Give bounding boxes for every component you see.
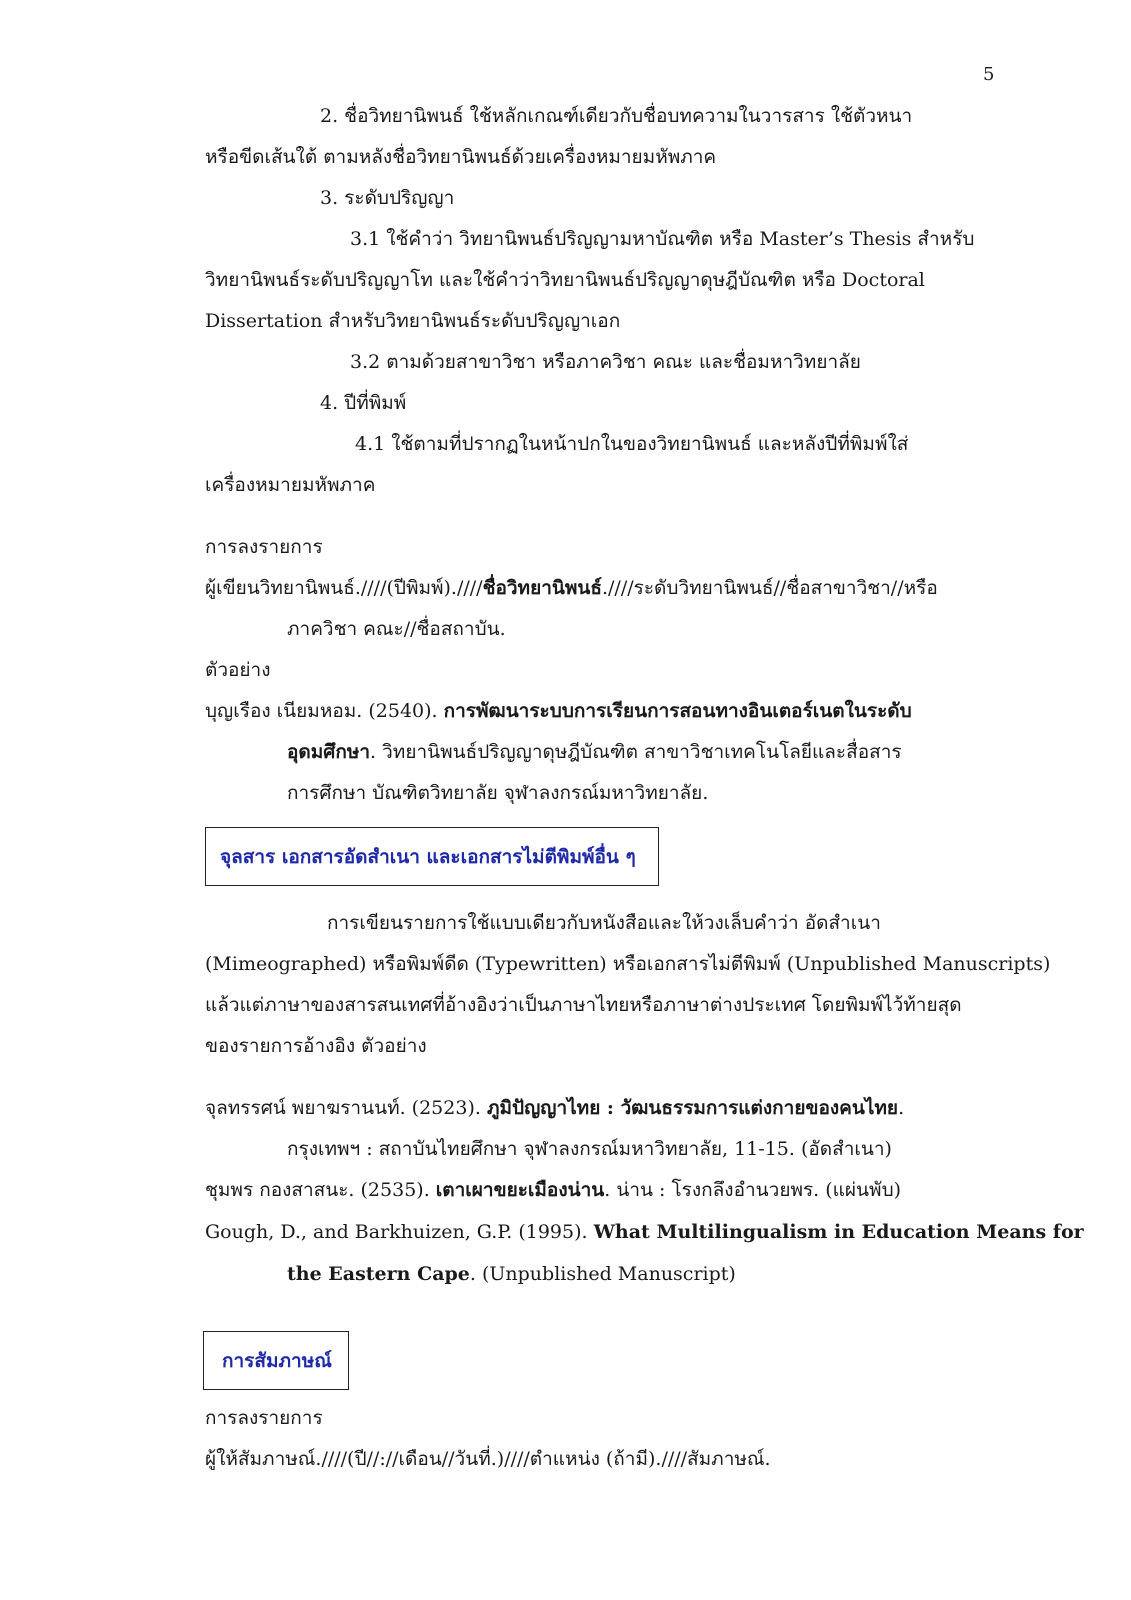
- pamphlet-para-line2: (Mimeographed) หรือพิมพ์ดีด (Typewritten) หรือเอกสารไม่ตีพิมพ์ (Unpublished Manuscripts): [205, 953, 1051, 975]
- thesis-example-label: ตัวอย่าง: [205, 659, 271, 681]
- sec3-1-line2: วิทยานิพนธ์ระดับปริญญาโท และใช้คำว่าวิทยานิพนธ์ปริญญาดุษฎีบัณฑิต หรือ Doctoral: [205, 269, 925, 291]
- sec2-line2: หรือขีดเส้นใต้ ตามหลังชื่อวิทยานิพนธ์ด้วยเครื่องหมายมหัพภาค: [205, 146, 717, 168]
- reference-1-line2: กรุงเทพฯ : สถาบันไทยศึกษา จุฬาลงกรณ์มหาวิทยาลัย, 11-15. (อัดสำเนา): [287, 1138, 892, 1160]
- sec4-1-line1: 4.1 ใช้ตามที่ปรากฏในหน้าปกในของวิทยานิพนธ์ และหลังปีที่พิมพ์ใส่: [355, 433, 909, 455]
- sec3-heading: 3. ระดับปริญญา: [320, 187, 455, 209]
- sec3-2: 3.2 ตามด้วยสาขาวิชา หรือภาควิชา คณะ และชื่อมหาวิทยาลัย: [350, 351, 861, 373]
- page-number: 5: [983, 64, 995, 85]
- reference-3-line1: Gough, D., and Barkhuizen, G.P. (1995). What Multilingualism in Education Means for: [205, 1221, 1084, 1243]
- thesis-format-label: การลงรายการ: [205, 536, 323, 558]
- heading-box-pamphlet: [205, 827, 659, 886]
- sec4-heading: 4. ปีที่พิมพ์: [320, 392, 407, 414]
- reference-2: ชุมพร กองสาสนะ. (2535). เตาเผาขยะเมืองน่าน. น่าน : โรงกลึงอำนวยพร. (แผ่นพับ): [205, 1179, 902, 1201]
- reference-1-line1: จุลทรรศน์ พยาฆรานนท์. (2523). ภูมิปัญญาไทย : วัฒนธรรมการแต่งกายของคนไทย.: [205, 1097, 905, 1119]
- thesis-example-line1: บุญเรือง เนียมหอม. (2540). การพัฒนาระบบการเรียนการสอนทางอินเตอร์เนตในระดับ: [205, 700, 912, 722]
- thesis-example-line2: อุดมศึกษา. วิทยานิพนธ์ปริญญาดุษฎีบัณฑิต สาขาวิชาเทคโนโลยีและสื่อสาร: [287, 741, 902, 763]
- sec2-line1: 2. ชื่อวิทยานิพนธ์ ใช้หลักเกณฑ์เดียวกับชื่อบทความในวารสาร ใช้ตัวหนา: [320, 105, 913, 127]
- thesis-format-line1: ผู้เขียนวิทยานิพนธ์.////(ปีพิมพ์).////ชื่อวิทยานิพนธ์.////ระดับวิทยานิพนธ์//ชื่อสาขาวิชา//หรือ: [205, 577, 938, 599]
- thesis-example-line3: การศึกษา บัณฑิตวิทยาลัย จุฬาลงกรณ์มหาวิทยาลัย.: [287, 782, 709, 804]
- thesis-format-line2: ภาควิชา คณะ//ชื่อสถาบัน.: [287, 618, 506, 640]
- pamphlet-para-line1: การเขียนรายการใช้แบบเดียวกับหนังสือและให้วงเล็บคำว่า อัดสำเนา: [327, 912, 881, 934]
- reference-3-line2: the Eastern Cape. (Unpublished Manuscript): [287, 1263, 736, 1285]
- heading-pamphlet: จุลสาร เอกสารอัดสำเนา และเอกสารไม่ตีพิมพ์อื่น ๆ: [220, 846, 636, 868]
- heading-interview: การสัมภาษณ์: [222, 1350, 332, 1372]
- pamphlet-para-line3: แล้วแต่ภาษาของสารสนเทศที่อ้างอิงว่าเป็นภาษาไทยหรือภาษาต่างประเทศ โดยพิมพ์ไว้ท้ายสุด: [205, 994, 962, 1016]
- interview-format-line1: ผู้ให้สัมภาษณ์.////(ปี//://เดือน//วันที่.)////ตำแหน่ง (ถ้ามี).////สัมภาษณ์.: [205, 1448, 771, 1470]
- pamphlet-para-line4: ของรายการอ้างอิง ตัวอย่าง: [205, 1035, 427, 1057]
- interview-format-label: การลงรายการ: [205, 1407, 323, 1429]
- heading-box-interview: [203, 1331, 349, 1390]
- sec3-1-line3: Dissertation สำหรับวิทยานิพนธ์ระดับปริญญาเอก: [205, 310, 621, 332]
- sec3-1-line1: 3.1 ใช้คำว่า วิทยานิพนธ์ปริญญามหาบัณฑิต หรือ Master’s Thesis สำหรับ: [350, 228, 975, 250]
- sec4-1-line2: เครื่องหมายมหัพภาค: [205, 474, 376, 496]
